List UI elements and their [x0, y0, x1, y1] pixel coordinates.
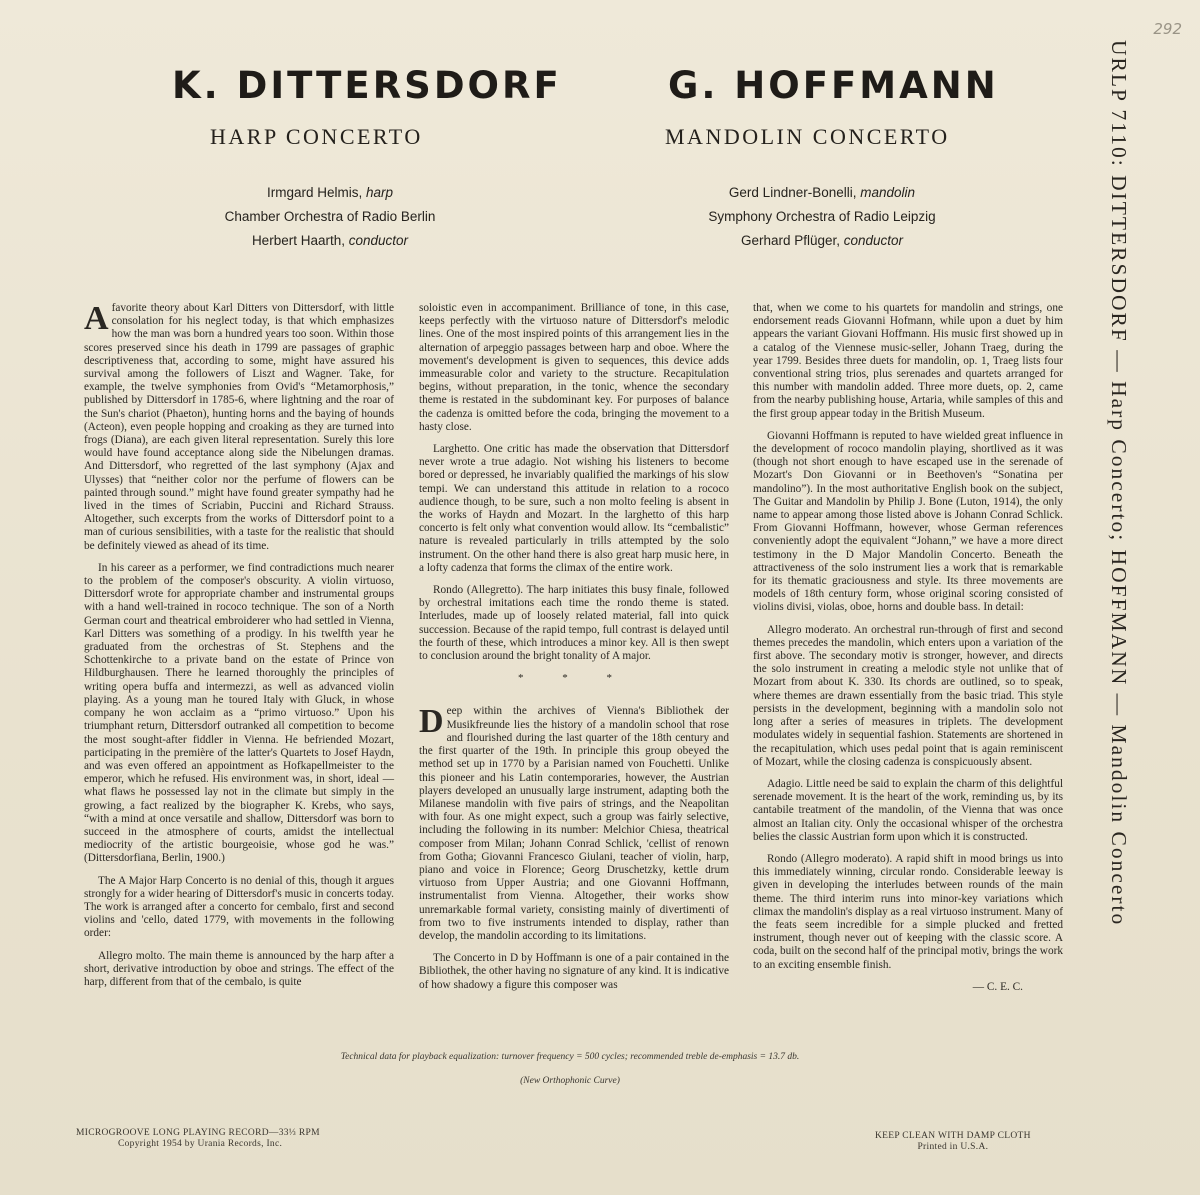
right-soloist: Gerd Lindner-Bonelli, mandolin [728, 185, 916, 200]
right-credits [672, 181, 972, 253]
paragraph: Adagio. Little need be said to explain the charm of this delightful serenade movement. It is the heart of the work, reminding us, by its cantabile treatment of the mandolin, of the Vienna that was once almost an Italian city. Only the occasional whisper of the orchestra belies the classic Austrian form upon which it is constructed. [753, 777, 1063, 843]
paragraph: Giovanni Hoffmann is reputed to have wielded great influence in the development of rococo mandolin playing, shortlived as it was (though not short enough to have escaped use in the serenade of Mozart's Don Giovanni or in Beethoven's “Sonatina per mandolino”). In the most authoritative English book on the subject, The Guitar and Mandolin by Philip J. Bone (Luton, 1914), the only name to appear among those listed above is Johann Conrad Schlick. From Giovanni Hoffmann, however, whose German references conveniently adopt the equivalent “Johann,” we have a more direct testimony in the D Major Mandolin Concerto. Beneath the attractiveness of the solo instrument lies a work that is remarkable for its thematic graciousness and style. Its three movements are models of 18th century form, whose original scoring consisted of violins divisi, violas, oboe, horns and double bass. In detail: [753, 429, 1063, 614]
paragraph: Allegro molto. The main theme is announced by the harp after a short, derivative introduction by oboe and strings. The effect of the harp, different from that of the cembalo, is quite [84, 949, 394, 988]
left-credits [185, 181, 475, 253]
paragraph: The Concerto in D by Hoffmann is one of a pair contained in the Bibliothek, the other having no signature of any kind. It is indicative of how shadowy a figure this composer was [419, 952, 729, 991]
right-conductor: Gerhard Pflüger, conductor [740, 233, 904, 248]
spine-title: URLP 7110: DITTERSDORF — Harp Concerto; HOFFMANN — Mandolin Concerto [1107, 40, 1131, 927]
footer-format: MICROGROOVE LONG PLAYING RECORD—33⅓ RPM [76, 1128, 320, 1138]
drop-cap: A [84, 300, 109, 337]
left-conductor: Herbert Haarth, conductor [251, 233, 409, 248]
left-soloist: Irmgard Helmis, harp [266, 185, 394, 200]
paragraph: Allegro moderato. An orchestral run-through of first and second themes precedes the mandolin, which enters upon a variation of the first above. The secondary motiv is stronger, however, and directs the solo instrument in creating a melodic style not unlike that of Mozart from about K. 330. Its chords are outlined, so to speak, where themes are drawn essentially from the basic triad. This style persists in the development, beginning with a mandolin solo not long after a series of measures in triplets. The development modulates widely in sequential fashion. Statements are shortened in the recapitulation, which uses pedal point that is again reminiscent of Mozart, while the closing cadenza is conspicuously absent. [753, 623, 1063, 768]
paragraph: Rondo (Allegretto). The harp initiates this busy finale, followed by orchestral imitations each time the rondo theme is stated. Interludes, made up of loosely related material, fall into quick succession. Because of the rapid tempo, full contrast is delayed until the fourth of these, which introduces a minor key. All is then swept to conclusion around the bright tonality of A major. [419, 584, 729, 663]
right-composer-title: G. HOFFMANN [668, 64, 999, 107]
notes-column-1 [84, 302, 394, 998]
paragraph: Deep within the archives of Vienna's Bibliothek der Musikfreunde lies the history of a mandolin school that rose and flourished during the last quarter of the 18th century and the first quarter of the 19th. In principle this group obeyed the method set up in 1770 by a Parisian named von Fouchetti. Unlike this pioneer and his Latin contemporaries, however, the Austrian players developed an unusually large instrument, adapting both the Milanese mandolin with five pairs of strings, and the Neapolitan with four. As one might expect, such a group was fairly selective, including the following in its number: Melchior Chiesa, theatrical composer from Milan; Johann Conrad Schlick, 'cellist of renown from Gotha; Giovanni Francesco Giulani, teacher of violin, harp, piano and voice in Florence; Georg Druschetzky, kettle drum virtuoso from Upper Austria; and one Giovanni Hoffmann, instrumentalist from Vienna. Altogether, their works show unremarkable formal variety, consisting mainly of divertimenti of from two to five instruments intended to display, rather than develop, the mandolin according to its limitations. [419, 703, 729, 942]
paragraph: Rondo (Allegro moderato). A rapid shift in mood brings us into this immediately winning, circular rondo. Considerable leeway is given in developing the interludes between rounds of the main theme. The third interim runs into minor-key variations which climax the mandolin's display as a real virtuoso instrument. Many of the feats seem incredible for a simple plucked and fretted instrument, though never out of keeping with the classic score. A coda, built on the second half of the principal motiv, brings the work to an exciting ensemble finish. [753, 852, 1063, 971]
notes-column-3 [753, 302, 1063, 994]
paragraph: soloistic even in accompaniment. Brilliance of tone, in this case, keeps perfectly with the virtuoso nature of Dittersdorf's melodic lines. One of the most inspired points of this arrangement lies in the alternation of arpeggio passages between harp and oboe. Where the movement's development is given to sequences, this device adds immeasurable color and variety to the structure. Recapitulation begins, without preparation, in the tonic, whence the secondary theme is restated in the subdominant key. For purposes of balance the cadenza is omitted before the coda, bringing the movement to a hasty close. [419, 302, 729, 433]
author-signature: — C. E. C. [972, 980, 1023, 993]
section-divider: * * * [518, 672, 630, 685]
technical-data: Technical data for playback equalization: turnover frequency = 500 cycles; recommended treble de-emphasis = 13.7 db. [340, 1052, 800, 1062]
paragraph: The A Major Harp Concerto is no denial of this, though it argues strongly for a wider hearing of Dittersdorf's music in concerts today. The work is arranged after a concerto for cembalo, first and second violins and 'cello, dated 1779, with movements in the following order: [84, 874, 394, 940]
footer-record-info [76, 1128, 320, 1150]
paragraph: A favorite theory about Karl Ditters von Dittersdorf, with little consolation for his neglect today, is that which emphasizes how the man was born a hundred years too soon. Within those scores preserved since his death in 1799 are passages of graphic descriptiveness that, according to some, might have assured his survival among the followers of Liszt and Wagner. Take, for example, the twelve symphonies from Ovid's “Metamorphosis,” published by Dittersdorf in 1785-6, where lightning and the roar of the Sun's chariot (Phaeton), hunting horns and the baying of hounds (Acteon), even people hopping and croaking as they are turned into frogs (Diana), are each given literal representation. Surely this lore would have found acceptance along side the Nibelungen dramas. And Dittersdorf, who regretted of the last symphony (Ajax and Ulysses) that “neither color nor the perfume of flowers can be painted through sound.” might have found greater sympathy had he lived in the times of Scriabin, Puccini and Richard Strauss. Altogether, such excerpts from the works of Dittersdorf point to a man of curious sensibilities, with a taste for the realistic that should be definitely viewed as ahead of its time. [84, 300, 394, 552]
drop-cap: D [419, 703, 444, 741]
paragraph: In his career as a performer, we find contradictions much nearer to the problem of the composer's obscurity. A violin virtuoso, Dittersdorf wrote for appropriate chamber and instrumental groups with a hand well-trained in rococo technique. The son of a North German court and theatrical embroiderer who had settled in Vienna, Karl Ditters was something of a prodigy. In his twelfth year he graduated from the orchestras of St. Stephens and the Schottenkirche to a private band on the estate of Prince von Hildburghausen. There he learned thoroughly the principles of writing opera buffa and intermezzi, as well as advanced violin playing. As a young man he toured Italy with Gluck, in whose company he won acclaim as a “primo virtuoso.” Upon his triumphant return, Dittersdorf outranked all competition to become the most sought-after fiddler in Vienna. He befriended Mozart, participating in the première of the latter's Quartets to Josef Haydn, and was even offered an appointment as Hofkapellmeister to the emperor, which he refused. His environment was, in short, ideal — what flaws he possessed lay not in the climate but simply in the growing, a fact realized by the biographer K. Krebs, who says, “with a mind at once versatile and shallow, Dittersdorf was born to succeed in the atmosphere of courts, amidst the intellectual mediocrity of the artistic bourgeoisie, whose god he was.” (Dittersdorfiana, Berlin, 1900.) [84, 561, 394, 865]
left-composer-title: K. DITTERSDORF [172, 64, 562, 107]
footer-care-info [875, 1131, 1031, 1153]
right-work-title: MANDOLIN CONCERTO [665, 124, 950, 149]
right-orchestra: Symphony Orchestra of Radio Leipzig [708, 209, 936, 224]
notes-column-2 [419, 302, 729, 1001]
paragraph: Larghetto. One critic has made the observation that Dittersdorf never wrote a true adagio. Not wishing his listeners to become bored or depressed, he invariably qualified the markings of his slow tempi. We can understand this attitude in relation to a rococo audience though, to be sure, such a non molto feeling is absent in the works of Haydn and Mozart. In the larghetto of this harp concerto is felt only what convention would allow. Its “cembalistic” nature is revealed particularly in trills attempted by the solo instrument. On the other hand there is also great harp music here, in a lofty cadenza that forms the climax of the entire work. [419, 443, 729, 574]
curve-note: (New Orthophonic Curve) [520, 1076, 620, 1086]
footer-care: KEEP CLEAN WITH DAMP CLOTH [875, 1131, 1031, 1141]
footer-printed: Printed in U.S.A. [917, 1142, 989, 1152]
left-orchestra: Chamber Orchestra of Radio Berlin [224, 209, 436, 224]
pencil-mark: 292 [1153, 20, 1182, 38]
left-work-title: HARP CONCERTO [210, 124, 423, 149]
footer-copyright: Copyright 1954 by Urania Records, Inc. [118, 1139, 283, 1149]
paragraph: that, when we come to his quartets for mandolin and strings, one endorsement reads Giovanni Hofmann, while upon a duet by him appears the variant Giovani Hoffmann. His music first showed up in a catalog of the Viennese music-seller, Johann Traeg, during the year 1799. Besides three duets for mandolin, op. 1, Traeg lists four conventional string trios, plus serenades and quartets arranged for this number with mandolin added. Three more duets, op. 2, came from the nearby publishing house, Artaria, while samples of this and the first group appear today in the British Museum. [753, 302, 1063, 420]
